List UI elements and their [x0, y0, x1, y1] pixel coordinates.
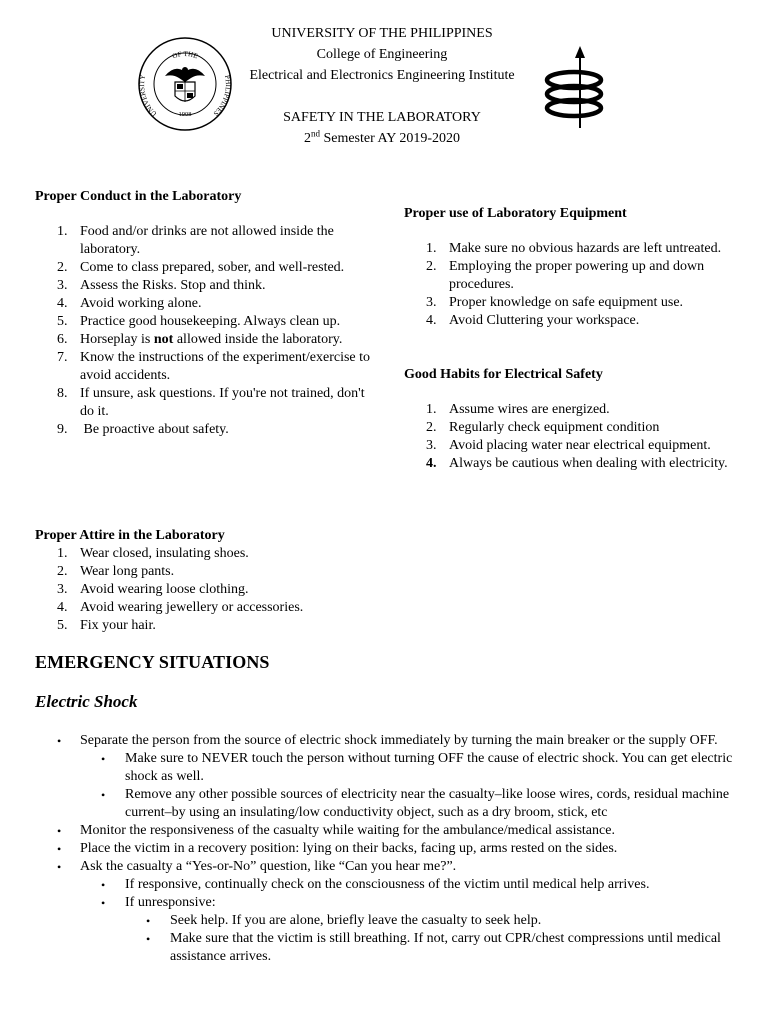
svg-text:OF THE [171, 50, 199, 60]
attire-item [35, 581, 375, 599]
seal-year: 1908 [178, 111, 192, 118]
bullet-icon: • [57, 842, 62, 856]
step-never-touch [35, 750, 735, 786]
conduct-title: Proper Conduct in the Laboratory [35, 189, 242, 204]
equipment-item [404, 294, 744, 312]
item-text: Assume wires are energized. [449, 402, 610, 417]
item-text: Wear long pants. [80, 564, 175, 579]
item-text: Avoid wearing loose clothing. [80, 582, 249, 597]
bullet-icon: • [101, 896, 106, 910]
item-number: 3. [57, 278, 68, 293]
conduct-item [35, 223, 375, 259]
conduct-item [35, 349, 375, 385]
step-text: Monitor the responsiveness of the casualty while waiting for the ambulance/medical assistance. [80, 823, 615, 838]
habits-item [404, 455, 744, 473]
item-text: Make sure no obvious hazards are left untreated. [449, 241, 722, 256]
step-text: Make sure to NEVER touch the person without turning OFF the cause of electric shock. You can get electric shock as well. [125, 751, 733, 784]
item-text-bold: not [153, 332, 174, 347]
item-number: 4. [426, 456, 437, 471]
equipment-title: Proper use of Laboratory Equipment [404, 206, 627, 221]
item-text: Regularly check equipment condition [449, 420, 660, 435]
item-text: If unsure, ask questions. If you're not trained, don't do it. [80, 386, 365, 419]
step-text: Remove any other possible sources of electricity near the casualty–like loose wires, cords, residual machine current–by using an insulating/low conductivity object, such as a dry broom, stick, etc [125, 787, 730, 820]
step-unresponsive [35, 894, 735, 912]
emergency-heading: EMERGENCY SITUATIONS [35, 652, 270, 672]
attire-list [35, 545, 375, 635]
electric-shock-steps [35, 732, 735, 966]
attire-item [35, 563, 375, 581]
item-number: 3. [426, 438, 437, 453]
item-text: Practice good housekeeping. Always clean up. [80, 314, 341, 329]
step-remove-sources [35, 786, 735, 822]
item-text: Food and/or drinks are not allowed inside the laboratory. [80, 224, 334, 257]
svg-text:UNIVERSITY [138, 74, 159, 118]
university-name: UNIVERSITY OF THE PHILIPPINES [271, 26, 493, 41]
item-number: 5. [57, 314, 68, 329]
seal-right-text: PHILIPPINES [211, 74, 232, 118]
item-number: 3. [426, 295, 437, 310]
item-number: 1. [57, 224, 68, 239]
eeei-coil-arrow-icon [544, 44, 616, 130]
step-text: If responsive, continually check on the consciousness of the victim until medical help arrives. [125, 877, 650, 892]
item-number: 4. [57, 296, 68, 311]
document-title: SAFETY IN THE LABORATORY [283, 110, 481, 125]
step-responsive [35, 876, 735, 894]
attire-item [35, 599, 375, 617]
habits-item [404, 419, 744, 437]
attire-item [35, 545, 375, 563]
item-number: 2. [426, 259, 437, 274]
item-text: Employing the proper powering up and down procedures. [449, 259, 705, 292]
step-monitor [35, 822, 735, 840]
item-text: Avoid Cluttering your workspace. [449, 313, 640, 328]
conduct-section [35, 188, 375, 439]
step-text: Make sure that the victim is still breathing. If not, carry out CPR/chest compressions until medical assistance arrives. [170, 931, 721, 964]
equipment-section [404, 205, 744, 330]
seal-top-text: OF THE [171, 49, 199, 61]
item-number: 1. [426, 241, 437, 256]
item-number: 2. [426, 420, 437, 435]
item-text: Wear closed, insulating shoes. [80, 546, 249, 561]
step-text: Ask the casualty a “Yes-or-No” question, like “Can you hear me?”. [80, 859, 457, 874]
step-check-breathing [35, 930, 735, 966]
habits-title: Good Habits for Electrical Safety [404, 367, 603, 382]
electric-shock-list [35, 732, 735, 966]
item-number: 1. [426, 402, 437, 417]
item-number: 4. [57, 600, 68, 615]
step-recovery [35, 840, 735, 858]
item-text: Proper knowledge on safe equipment use. [449, 295, 684, 310]
equipment-item [404, 312, 744, 330]
conduct-item [35, 259, 375, 277]
item-text: Be proactive about safety. [80, 422, 229, 437]
conduct-item [35, 295, 375, 313]
seal-left-text: UNIVERSITY [138, 74, 159, 118]
step-separate [35, 732, 735, 750]
step-seek-help [35, 912, 735, 930]
bullet-icon: • [101, 788, 106, 802]
bullet-icon: • [146, 914, 151, 928]
item-text: Fix your hair. [80, 618, 156, 633]
habits-section [404, 366, 744, 473]
item-text: Come to class prepared, sober, and well-rested. [80, 260, 345, 275]
semester-ordinal: nd [310, 128, 320, 139]
semester-number: 2 [303, 131, 311, 146]
bullet-icon: • [57, 860, 62, 874]
equipment-item [404, 258, 744, 294]
item-number: 6. [57, 332, 68, 347]
item-text: Assess the Risks. Stop and think. [80, 278, 266, 293]
step-text: Separate the person from the source of electric shock immediately by turning the main breaker or the supply OFF. [80, 733, 718, 748]
bullet-icon: • [146, 932, 151, 946]
item-number: 2. [57, 564, 68, 579]
item-text: Avoid working alone. [80, 296, 202, 311]
conduct-item [35, 331, 375, 349]
item-text-pre: Horseplay is [80, 332, 154, 347]
item-number: 8. [57, 386, 68, 401]
semester-line [200, 130, 564, 151]
bullet-icon: • [57, 824, 62, 838]
conduct-item [35, 385, 375, 421]
conduct-item [35, 421, 375, 439]
equipment-list [404, 240, 744, 330]
header-spacer [200, 88, 564, 109]
equipment-item [404, 240, 744, 258]
item-text: Always be cautious when dealing with electricity. [449, 456, 728, 471]
bullet-icon: • [101, 752, 106, 766]
item-text: Avoid wearing jewellery or accessories. [80, 600, 304, 615]
attire-section [35, 527, 375, 635]
document-header [200, 25, 564, 151]
item-number: 5. [57, 618, 68, 633]
item-number: 2. [57, 260, 68, 275]
step-text: Seek help. If you are alone, briefly leave the casualty to seek help. [170, 913, 542, 928]
step-text: If unresponsive: [125, 895, 216, 910]
item-number: 1. [57, 546, 68, 561]
item-number: 7. [57, 350, 68, 365]
step-text: Place the victim in a recovery position: lying on their backs, facing up, arms rested on the sides. [80, 841, 618, 856]
step-ask [35, 858, 735, 876]
item-number: 3. [57, 582, 68, 597]
semester-text: Semester AY 2019-2020 [319, 131, 461, 146]
habits-item [404, 401, 744, 419]
bullet-icon: • [57, 734, 62, 748]
conduct-item [35, 313, 375, 331]
college-name: College of Engineering [316, 47, 448, 62]
bullet-icon: • [101, 878, 106, 892]
item-number: 4. [426, 313, 437, 328]
institute-name: Electrical and Electronics Engineering Institute [249, 68, 515, 83]
item-text: Know the instructions of the experiment/exercise to avoid accidents. [80, 350, 371, 383]
attire-item [35, 617, 375, 635]
habits-item [404, 437, 744, 455]
electric-shock-subheading: Electric Shock [35, 692, 138, 711]
item-text: Avoid placing water near electrical equipment. [449, 438, 711, 453]
conduct-list [35, 223, 375, 439]
habits-list [404, 401, 744, 473]
conduct-item [35, 277, 375, 295]
attire-title: Proper Attire in the Laboratory [35, 528, 225, 543]
item-number: 9. [57, 422, 68, 437]
item-text-post: allowed inside the laboratory. [173, 332, 343, 347]
